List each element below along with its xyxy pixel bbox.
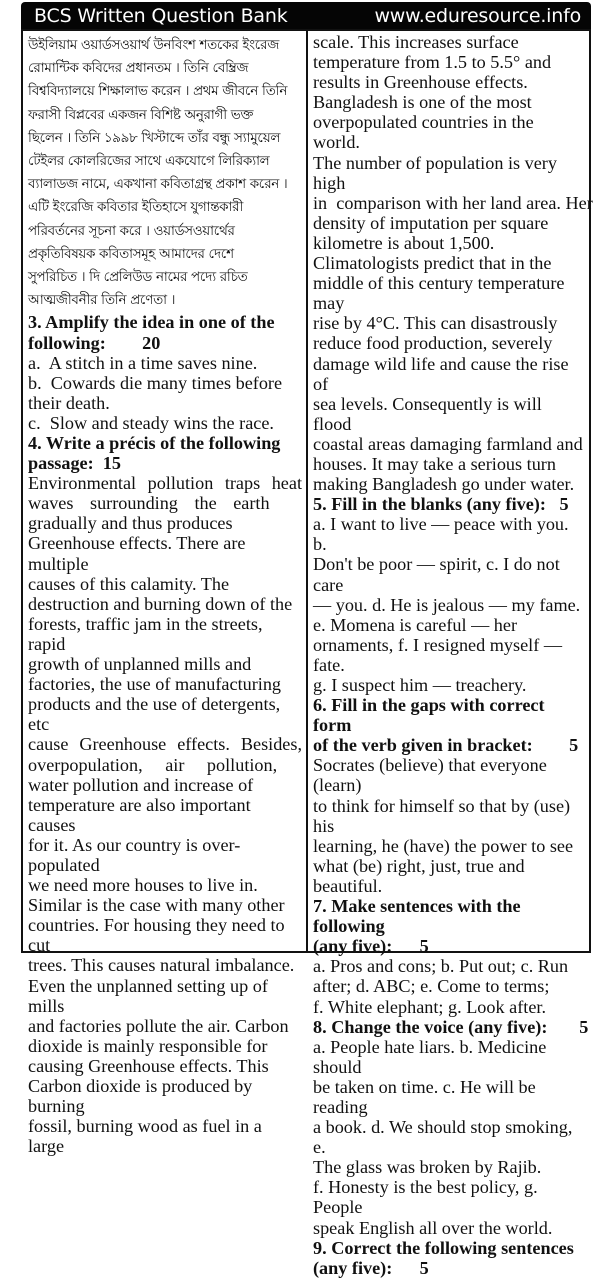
passage-line: Bangladesh is one of the most — [313, 92, 532, 113]
question-5-line: — you. d. He is jealous — my fame. — [313, 594, 581, 615]
question-6-line: Socrates (believe) that everyone (learn) — [313, 755, 547, 796]
question-8-line: The glass was broken by Rajib. — [313, 1157, 542, 1178]
question-4-marks: passage: 15 — [28, 453, 121, 474]
passage-line: scale. This increases surface — [313, 32, 519, 52]
passage-line: density of imputation per square — [313, 212, 549, 233]
passage-line: Climatologists predict that in the — [313, 253, 552, 274]
question-7-line: a. Pros and cons; b. Put out; c. Run — [313, 956, 569, 977]
question-5-line: a. I want to live — peace with you. b. — [313, 514, 569, 555]
bangla-line: ফরাসী বিপ্লবের একজন বিশিষ্ট অনুরাগী ভক্ত — [28, 107, 254, 123]
question-3-item: b. Cowards die many times before — [28, 372, 283, 393]
passage-line: Even the unplanned setting up of mills — [28, 975, 268, 1016]
passage-line: cause Greenhouse effects. Besides, — [28, 734, 302, 755]
passage-line: causing Greenhouse effects. This — [28, 1055, 269, 1076]
question-8-line: f. Honesty is the best policy, g. People — [313, 1177, 538, 1218]
page-header — [21, 2, 591, 29]
header-title: BCS Written Question Bank — [34, 4, 288, 27]
passage-line: temperature are also important causes — [28, 794, 251, 835]
right-column — [308, 31, 593, 1278]
question-3-item: c. Slow and steady wins the race. — [28, 412, 274, 433]
passage-line: Similar is the case with many other — [28, 895, 285, 916]
passage-line: overpopulated countries in the world. — [313, 112, 534, 153]
header-website: www.eduresource.info — [374, 4, 581, 27]
question-3-item: a. A stitch in a time saves nine. — [28, 352, 258, 373]
passage-line: countries. For housing they need to cut — [28, 915, 285, 956]
passage-line: middle of this century temperature may — [313, 273, 565, 314]
passage-line: products and the use of detergents, etc — [28, 694, 281, 735]
bangla-line: উইলিয়াম ওয়ার্ডসওয়ার্থ উনবিংশ শতকের ইংরেজ — [28, 38, 279, 53]
passage-line: dioxide is mainly responsible for — [28, 1035, 268, 1056]
bangla-line: পরিবর্তনের সূচনা করে । ওয়ার্ডসওয়ার্থের — [28, 223, 235, 239]
passage-line: Environmental pollution traps heat — [28, 473, 302, 494]
passage-line: growth of unplanned mills and — [28, 654, 252, 675]
passage-line: factories, the use of manufacturing — [28, 674, 282, 695]
passage-line: coastal areas damaging farmland and — [313, 433, 583, 454]
passage-line: overpopulation, air pollution, — [28, 754, 278, 775]
question-5-heading: 5. Fill in the blanks (any five): 5 — [313, 494, 569, 515]
passage-line: The number of population is very high — [313, 152, 557, 193]
passage-line: sea levels. Consequently is will flood — [313, 393, 542, 434]
passage — [28, 473, 302, 1156]
bangla-line: টেইলর কোলরিজের সাথে একযোগে লিরিক্যাল — [28, 154, 270, 170]
passage-line: in comparison with her land area. Her — [313, 192, 593, 213]
passage-line: destruction and burning down of the — [28, 593, 293, 614]
passage-line: damage wild life and cause the rise of — [313, 353, 569, 394]
passage-line: Greenhouse effects. There are multiple — [28, 533, 246, 574]
bangla-line: রোমান্টিক কবিদের প্রধানতম । তিনি বেম্ব্রিজ — [28, 61, 249, 77]
passage-line: gradually and thus produces — [28, 513, 233, 534]
question-5-line: Don't be poor — spirit, c. I do not care — [313, 554, 560, 595]
question-6-marks: of the verb given in bracket: 5 — [313, 735, 579, 756]
passage-line: trees. This causes natural imbalance. — [28, 955, 295, 976]
passage-line: water pollution and increase of — [28, 774, 254, 795]
passage-line: waves surrounding the earth — [28, 493, 270, 514]
question-8-line: a book. d. We should stop smoking, e. — [313, 1117, 573, 1158]
question-4-heading: 4. Write a précis of the following — [28, 433, 281, 453]
passage-line: and factories pollute the air. Carbon — [28, 1015, 289, 1036]
bangla-line: আত্মজীবনীর তিনি প্রণেতা । — [28, 293, 176, 309]
bangla-line: সুপরিচিত । দি প্রেলিউড নামের পদ্যে রচিত — [28, 270, 248, 286]
question-7-line: after; d. ABC; e. Come to terms; — [313, 976, 550, 997]
passage-line: causes of this calamity. The — [28, 573, 230, 594]
passage-continued — [313, 32, 593, 495]
bangla-paragraph — [28, 34, 302, 312]
question-3-heading: 3. Amplify the idea in one of the — [28, 312, 275, 333]
question-4 — [28, 433, 302, 1156]
question-page — [21, 29, 593, 1278]
question-3-marks: following: 20 — [28, 332, 161, 353]
question-7-line: f. White elephant; g. Look after. — [313, 996, 546, 1017]
question-8-line: speak English all over the world. — [313, 1217, 553, 1238]
question-9 — [313, 1238, 583, 1278]
bangla-line: ছিলেন । তিনি ১৯৯৮ খিস্টাব্দে তাঁর বন্ধু স্যামুয়েল — [28, 130, 281, 146]
passage-line: we need more houses to live in. — [28, 875, 258, 896]
question-6-line: what (be) right, just, true and beautiful. — [313, 855, 525, 896]
question-6-heading: 6. Fill in the gaps with correct form — [313, 695, 545, 736]
question-7 — [313, 896, 583, 1017]
question-5-line: g. I suspect him — treachery. — [313, 675, 527, 695]
question-8 — [313, 1016, 589, 1238]
bangla-line: ব্যালাডজ নামে, একখানা কবিতাগ্রন্থ প্রকাশ করেন । — [28, 177, 288, 193]
question-8-line: a. People hate liars. b. Medicine should — [313, 1036, 547, 1077]
question-3-item: their death. — [28, 392, 110, 413]
question-9-heading: 9. Correct the following sentences — [313, 1237, 574, 1258]
passage-line: temperature from 1.5 to 5.5° and — [313, 52, 552, 73]
passage-line: making Bangladesh go under water. — [313, 474, 575, 495]
question-8-line: be taken on time. c. He will be reading — [313, 1076, 536, 1117]
question-5-line: e. Momena is careful — her — [313, 614, 518, 635]
bangla-line: প্রকৃতিবিষয়ক কবিতাসমূহ আমাদের দেশে — [28, 246, 234, 262]
question-6 — [313, 695, 583, 896]
question-6-line: learning, he (have) the power to see — [313, 835, 574, 856]
question-9-marks: (any five): 5 — [313, 1257, 429, 1278]
passage-line: forests, traffic jam in the streets, rapid — [28, 613, 263, 654]
passage-line: results in Greenhouse effects. — [313, 72, 528, 93]
question-5-line: ornaments, f. I resigned myself — fate. — [313, 634, 563, 675]
passage-line: kilometre is about 1,500. — [313, 232, 495, 253]
left-column — [23, 31, 308, 1157]
question-6-line: to think for himself so that by (use) his — [313, 795, 571, 836]
passage-line: houses. It may take a serious turn — [313, 453, 556, 474]
question-7-marks: (any five): 5 — [313, 936, 429, 957]
bangla-line: বিশ্ববিদ্যালয়ে শিক্ষালাভ করেন । প্রথম জীবনে তিনি — [28, 84, 288, 100]
question-5 — [313, 494, 583, 695]
question-7-heading: 7. Make sentences with the following — [313, 896, 521, 937]
question-8-heading: 8. Change the voice (any five): 5 — [313, 1016, 589, 1037]
question-3 — [28, 312, 302, 433]
bangla-line: এটি ইংরেজি কবিতার ইতিহাসে যুগান্তকারী — [28, 200, 244, 216]
passage-line: Carbon dioxide is produced by burning — [28, 1076, 253, 1117]
passage-line: for it. As our country is over-populated — [28, 834, 241, 875]
passage-line: rise by 4°C. This can disastrously — [313, 313, 558, 334]
passage-line: reduce food production, severely — [313, 333, 553, 354]
passage-line: fossil, burning wood as fuel in a large — [28, 1116, 262, 1157]
